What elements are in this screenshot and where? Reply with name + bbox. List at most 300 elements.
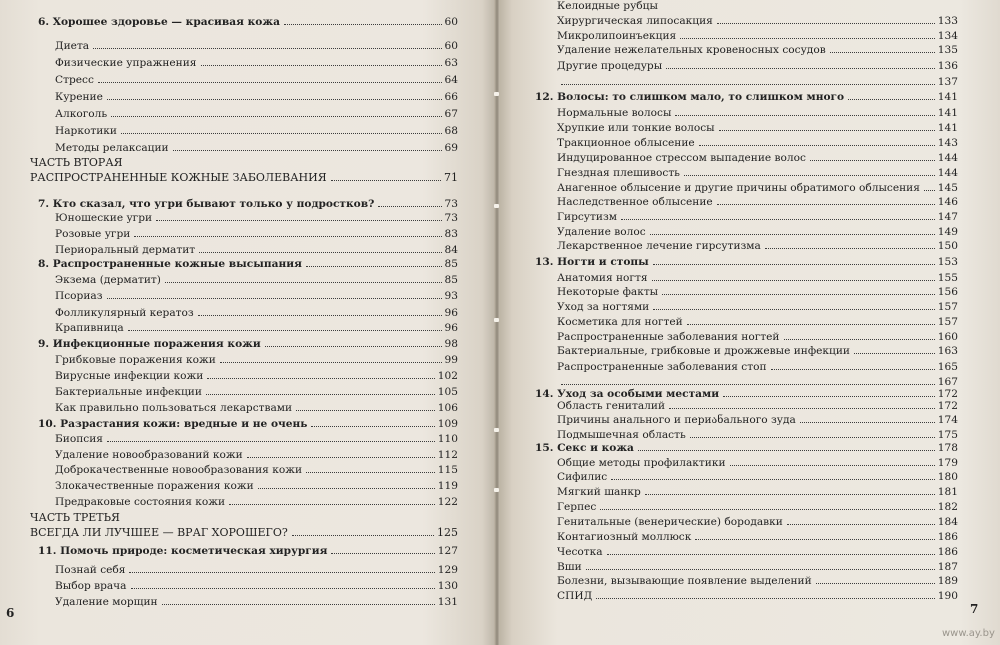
dot-leader: [611, 479, 935, 480]
toc-chapter-entry: [38, 198, 458, 210]
toc-entry-page: 110: [437, 433, 458, 445]
toc-chapter-entry: [535, 91, 958, 103]
dot-leader: [586, 569, 935, 570]
toc-entry-page: 64: [444, 74, 458, 86]
toc-entry-page: 60: [444, 40, 458, 52]
dot-leader: [848, 99, 935, 100]
toc-section-entry: [557, 501, 958, 513]
toc-entry-title: Методы релаксации: [55, 142, 169, 154]
toc-entry-title: Алкоголь: [55, 108, 108, 120]
dot-leader: [199, 252, 441, 253]
toc-section-entry: [55, 91, 458, 103]
toc-section-entry: [55, 449, 458, 461]
toc-entry-title: Удаление нежелательных кровеносных сосудов: [557, 44, 826, 56]
dot-leader: [690, 437, 935, 438]
dot-leader: [128, 330, 442, 331]
dot-leader: [111, 116, 441, 117]
toc-section-entry: [557, 429, 958, 441]
dot-leader: [107, 441, 435, 442]
toc-entry-page: 130: [437, 580, 458, 592]
toc-entry-page: 174: [937, 414, 958, 426]
dot-leader: [687, 324, 935, 325]
toc-section-entry: [55, 496, 458, 508]
toc-entry-title: Тракционное облысение: [557, 137, 695, 149]
toc-section-entry: [557, 316, 958, 328]
toc-section-entry: [55, 307, 458, 319]
toc-section-entry: [55, 57, 458, 69]
toc-entry-page: 125: [437, 526, 458, 539]
toc-entry-title: Гнездная плешивость: [557, 167, 680, 179]
toc-entry-title: Анагенное облысение и другие причины обратимого облысения: [557, 182, 920, 194]
toc-entry-page: 71: [444, 171, 458, 184]
dot-leader: [247, 457, 435, 458]
toc-entry-title: 7. Кто сказал, что угри бывают только у подростков?: [38, 198, 375, 210]
toc-section-entry: [557, 457, 958, 469]
dot-leader: [784, 339, 935, 340]
dot-leader: [107, 298, 442, 299]
toc-entry-page: 184: [937, 516, 958, 528]
toc-entry-page: 102: [437, 370, 458, 382]
toc-entry-title: ЧАСТЬ ТРЕТЬЯ: [30, 511, 120, 524]
toc-entry-page: 143: [937, 137, 958, 149]
dot-leader: [121, 133, 442, 134]
toc-entry-title: Распространенные заболевания ногтей: [557, 331, 780, 343]
toc-entry-title: Сифилис: [557, 471, 608, 483]
dot-leader: [669, 408, 935, 409]
dot-leader: [162, 604, 435, 605]
dot-leader: [653, 264, 935, 265]
toc-entry-page: 182: [937, 501, 958, 513]
toc-entry-page: 119: [437, 480, 458, 492]
dot-leader: [650, 234, 935, 235]
toc-entry-title: 14. Уход за особыми местами: [535, 388, 720, 400]
dot-leader: [258, 488, 435, 489]
toc-entry-title: Псориаз: [55, 290, 103, 302]
dot-leader: [93, 48, 441, 49]
toc-entry-title: 6. Хорошее здоровье — красивая кожа: [38, 16, 280, 28]
toc-entry-page: 115: [437, 464, 458, 476]
book-gutter: [494, 0, 500, 645]
toc-section-entry: [557, 76, 958, 88]
dot-leader: [311, 426, 434, 427]
page-number-left: 6: [6, 606, 15, 620]
dot-leader: [800, 422, 935, 423]
toc-entry-title: Наследственное облысение: [557, 196, 713, 208]
toc-entry-title: 13. Ногти и стопы: [535, 256, 649, 268]
toc-section-entry: [557, 0, 958, 12]
toc-entry-title: Хрупкие или тонкие волосы: [557, 122, 715, 134]
toc-chapter-entry: [535, 388, 958, 400]
dot-leader: [284, 24, 442, 25]
toc-part-entry: [30, 172, 458, 184]
toc-entry-page: 131: [437, 596, 458, 608]
toc-entry-title: ВСЕГДА ЛИ ЛУЧШЕЕ — ВРАГ ХОРОШЕГО?: [30, 526, 288, 539]
toc-entry-page: 187: [937, 561, 958, 573]
toc-entry-page: 167: [937, 376, 958, 388]
toc-entry-title: Вирусные инфекции кожи: [55, 370, 204, 382]
toc-section-entry: [55, 564, 458, 576]
toc-entry-page: 181: [937, 486, 958, 498]
toc-entry-title: Биопсия: [55, 433, 103, 445]
toc-section-entry: [557, 561, 958, 573]
toc-entry-page: 137: [937, 76, 958, 88]
dot-leader: [675, 115, 934, 116]
dot-leader: [638, 450, 935, 451]
binding-stitch: [494, 318, 499, 322]
toc-entry-page: 84: [444, 244, 458, 256]
toc-entry-page: 141: [937, 122, 958, 134]
toc-entry-title: РАСПРОСТРАНЕННЫЕ КОЖНЫЕ ЗАБОЛЕВАНИЯ: [30, 171, 327, 184]
toc-section-entry: [557, 272, 958, 284]
toc-section-entry: [557, 414, 958, 426]
toc-section-entry: [557, 575, 958, 587]
toc-section-entry: [557, 486, 958, 498]
toc-section-entry: [557, 226, 958, 238]
dot-leader: [378, 206, 441, 207]
toc-entry-page: 163: [937, 345, 958, 357]
toc-section-entry: [55, 596, 458, 608]
toc-entry-page: 178: [937, 442, 958, 454]
toc-chapter-entry: [535, 256, 958, 268]
toc-entry-title: Мягкий шанкр: [557, 486, 641, 498]
dot-leader: [296, 410, 435, 411]
toc-entry-title: Предраковые состояния кожи: [55, 496, 226, 508]
toc-entry-title: 12. Волосы: то слишком мало, то слишком много: [535, 91, 845, 103]
dot-leader: [653, 309, 935, 310]
toc-entry-title: 9. Инфекционные поражения кожи: [38, 338, 261, 350]
toc-section-entry: [557, 152, 958, 164]
toc-section-entry: [557, 182, 958, 194]
dot-leader: [206, 394, 435, 395]
page-number-right: 7: [970, 602, 979, 616]
binding-stitch: [494, 428, 499, 432]
binding-stitch: [494, 92, 499, 96]
toc-section-entry: [55, 74, 458, 86]
toc-entry-page: 73: [444, 198, 458, 210]
dot-leader: [717, 23, 935, 24]
toc-entry-page: 141: [937, 91, 958, 103]
toc-entry-page: 98: [444, 338, 458, 350]
toc-section-entry: [557, 471, 958, 483]
toc-entry-page: 122: [437, 496, 458, 508]
toc-chapter-entry: [38, 545, 458, 557]
dot-leader: [265, 346, 442, 347]
dot-leader: [165, 282, 442, 283]
toc-entry-title: Хирургическая липосакция: [557, 15, 713, 27]
toc-section-entry: [55, 580, 458, 592]
toc-entry-page: 133: [937, 15, 958, 27]
toc-entry-title: Экзема (дерматит): [55, 274, 161, 286]
toc-entry-page: 96: [444, 307, 458, 319]
toc-entry-page: 85: [444, 274, 458, 286]
dot-leader: [717, 204, 935, 205]
toc-entry-page: 96: [444, 322, 458, 334]
toc-entry-page: 109: [437, 418, 458, 430]
toc-entry-title: Физические упражнения: [55, 57, 197, 69]
toc-entry-title: Как правильно пользоваться лекарствами: [55, 402, 293, 414]
toc-entry-title: Косметика для ногтей: [557, 316, 683, 328]
toc-section-entry: [55, 386, 458, 398]
toc-entry-title: 10. Разрастания кожи: вредные и не очень: [38, 418, 308, 430]
dot-leader: [561, 384, 935, 385]
dot-leader: [652, 280, 935, 281]
toc-entry-page: 134: [937, 30, 958, 42]
toc-section-entry: [55, 244, 458, 256]
toc-entry-page: 99: [444, 354, 458, 366]
toc-section-entry: [557, 286, 958, 298]
dot-leader: [830, 52, 935, 53]
toc-section-entry: [55, 354, 458, 366]
toc-section-entry: [55, 40, 458, 52]
toc-entry-title: 8. Распространенные кожные высыпания: [38, 258, 302, 270]
toc-section-entry: [557, 376, 958, 388]
dot-leader: [695, 539, 934, 540]
toc-entry-page: 157: [937, 301, 958, 313]
toc-entry-page: 156: [937, 286, 958, 298]
toc-entry-page: 172: [937, 388, 958, 400]
dot-leader: [787, 524, 935, 525]
toc-entry-page: 85: [444, 258, 458, 270]
toc-entry-page: 69: [444, 142, 458, 154]
toc-entry-title: Диета: [55, 40, 90, 52]
dot-leader: [129, 572, 434, 573]
dot-leader: [854, 353, 935, 354]
toc-section-entry: [55, 125, 458, 137]
toc-section-entry: [557, 60, 958, 72]
toc-section-entry: [55, 402, 458, 414]
toc-section-entry: [55, 464, 458, 476]
toc-entry-page: 129: [437, 564, 458, 576]
toc-entry-title: Удаление морщин: [55, 596, 158, 608]
dot-leader: [306, 472, 435, 473]
toc-section-entry: [557, 240, 958, 252]
toc-entry-page: 179: [937, 457, 958, 469]
toc-entry-title: Некоторые факты: [557, 286, 659, 298]
toc-section-entry: [55, 370, 458, 382]
toc-entry-page: 172: [937, 400, 958, 412]
toc-entry-title: Бактериальные, грибковые и дрожжевые инфекции: [557, 345, 850, 357]
toc-entry-title: Познай себя: [55, 564, 126, 576]
toc-entry-page: 93: [444, 290, 458, 302]
toc-entry-title: Индуцированное стрессом выпадение волос: [557, 152, 806, 164]
toc-section-entry: [557, 15, 958, 27]
toc-entry-page: 68: [444, 125, 458, 137]
toc-section-entry: [55, 212, 458, 224]
toc-section-entry: [55, 433, 458, 445]
toc-entry-page: 180: [937, 471, 958, 483]
toc-chapter-entry: [38, 16, 458, 28]
toc-entry-title: Микролипоинъекция: [557, 30, 677, 42]
dot-leader: [730, 465, 935, 466]
dot-leader: [666, 68, 935, 69]
toc-entry-title: Нормальные волосы: [557, 107, 672, 119]
toc-entry-page: 66: [444, 91, 458, 103]
toc-section-entry: [557, 107, 958, 119]
toc-section-entry: [55, 274, 458, 286]
toc-entry-title: Доброкачественные новообразования кожи: [55, 464, 303, 476]
toc-entry-title: Гирсутизм: [557, 211, 617, 223]
dot-leader: [810, 160, 935, 161]
toc-entry-title: Удаление волос: [557, 226, 646, 238]
toc-entry-page: 149: [937, 226, 958, 238]
toc-entry-title: Юношеские угри: [55, 212, 153, 224]
toc-entry-title: 11. Помочь природе: косметическая хирургия: [38, 545, 328, 557]
toc-section-entry: [557, 590, 958, 602]
dot-leader: [596, 598, 935, 599]
toc-section-entry: [557, 301, 958, 313]
toc-entry-title: 15. Секс и кожа: [535, 442, 634, 454]
toc-entry-page: 155: [937, 272, 958, 284]
toc-entry-page: 135: [937, 44, 958, 56]
toc-entry-page: 150: [937, 240, 958, 252]
toc-entry-page: 153: [937, 256, 958, 268]
toc-entry-title: Распространенные заболевания стоп: [557, 361, 767, 373]
toc-section-entry: [557, 211, 958, 223]
toc-section-entry: [557, 167, 958, 179]
dot-leader: [98, 82, 442, 83]
toc-section-entry: [557, 331, 958, 343]
dot-leader: [924, 190, 935, 191]
dot-leader: [198, 315, 442, 316]
toc-section-entry: [55, 142, 458, 154]
toc-entry-title: Чесотка: [557, 546, 603, 558]
toc-entry-title: Лекарственное лечение гирсутизма: [557, 240, 761, 252]
toc-entry-title: Вши: [557, 561, 582, 573]
toc-section-entry: [557, 516, 958, 528]
toc-entry-page: 145: [937, 182, 958, 194]
toc-entry-page: 112: [437, 449, 458, 461]
dot-leader: [684, 175, 935, 176]
toc-entry-page: 147: [937, 211, 958, 223]
watermark-text: www.ay.by: [942, 628, 995, 639]
toc-entry-title: Анатомия ногтя: [557, 272, 648, 284]
right-page: [497, 0, 1000, 645]
toc-entry-title: СПИД: [557, 590, 593, 602]
dot-leader: [220, 362, 442, 363]
dot-leader: [331, 180, 441, 181]
toc-entry-title: Грибковые поражения кожи: [55, 354, 216, 366]
toc-entry-title: Болезни, вызывающие появление выделений: [557, 575, 812, 587]
dot-leader: [607, 554, 935, 555]
dot-leader: [699, 145, 935, 146]
dot-leader: [680, 38, 935, 39]
dot-leader: [207, 378, 434, 379]
toc-section-entry: [557, 546, 958, 558]
left-page: [0, 0, 497, 645]
toc-entry-page: 127: [437, 545, 458, 557]
toc-chapter-entry: [38, 258, 458, 270]
dot-leader: [156, 220, 441, 221]
toc-entry-page: 73: [444, 212, 458, 224]
binding-stitch: [494, 488, 499, 492]
toc-section-entry: [557, 361, 958, 373]
toc-entry-page: 175: [937, 429, 958, 441]
toc-part-entry: [30, 527, 458, 539]
toc-entry-title: Периоральный дерматит: [55, 244, 196, 256]
toc-entry-page: 67: [444, 108, 458, 120]
dot-leader: [134, 236, 441, 237]
toc-entry-title: Выбор врача: [55, 580, 127, 592]
toc-section-entry: [557, 400, 958, 412]
toc-section-entry: [55, 228, 458, 240]
dot-leader: [723, 396, 935, 397]
toc-entry-title: Курение: [55, 91, 103, 103]
toc-section-entry: [557, 196, 958, 208]
dot-leader: [331, 553, 434, 554]
toc-entry-title: Бактериальные инфекции: [55, 386, 202, 398]
toc-entry-page: 146: [937, 196, 958, 208]
toc-entry-title: Область гениталий: [557, 400, 666, 412]
toc-entry-title: Келоидные рубцы: [557, 0, 658, 12]
toc-entry-title: Стресс: [55, 74, 94, 86]
dot-leader: [621, 219, 935, 220]
toc-entry-title: Удаление новообразований кожи: [55, 449, 243, 461]
toc-entry-title: Злокачественные поражения кожи: [55, 480, 254, 492]
toc-entry-page: 189: [937, 575, 958, 587]
toc-entry-title: Фолликулярный кератоз: [55, 307, 194, 319]
toc-section-entry: [557, 30, 958, 42]
toc-entry-title: Уход за ногтями: [557, 301, 650, 313]
dot-leader: [645, 494, 935, 495]
toc-section-entry: [557, 44, 958, 56]
toc-chapter-entry: [535, 442, 958, 454]
toc-entry-title: Герпес: [557, 501, 597, 513]
toc-entry-page: 136: [937, 60, 958, 72]
binding-stitch: [494, 204, 499, 208]
dot-leader: [292, 535, 434, 536]
dot-leader: [107, 99, 442, 100]
toc-entry-title: Генитальные (венерические) бородавки: [557, 516, 783, 528]
dot-leader: [201, 65, 442, 66]
dot-leader: [229, 504, 435, 505]
toc-section-entry: [55, 290, 458, 302]
toc-entry-page: 63: [444, 57, 458, 69]
toc-section-entry: [55, 322, 458, 334]
dot-leader: [771, 369, 935, 370]
toc-entry-page: 144: [937, 167, 958, 179]
toc-entry-title: Подмышечная область: [557, 429, 686, 441]
toc-part-entry: [30, 512, 458, 524]
toc-entry-title: Крапивница: [55, 322, 124, 334]
toc-section-entry: [55, 108, 458, 120]
toc-chapter-entry: [38, 418, 458, 430]
toc-entry-page: 141: [937, 107, 958, 119]
toc-section-entry: [557, 122, 958, 134]
dot-leader: [816, 583, 935, 584]
toc-entry-page: 105: [437, 386, 458, 398]
dot-leader: [600, 509, 934, 510]
toc-entry-page: 83: [444, 228, 458, 240]
toc-entry-title: ЧАСТЬ ВТОРАЯ: [30, 156, 123, 169]
toc-section-entry: [557, 531, 958, 543]
toc-entry-title: Наркотики: [55, 125, 117, 137]
toc-entry-page: 190: [937, 590, 958, 602]
toc-entry-page: 157: [937, 316, 958, 328]
toc-entry-title: Общие методы профилактики: [557, 457, 726, 469]
toc-entry-title: Причины анального и периანального зуда: [557, 414, 796, 426]
dot-leader: [719, 130, 935, 131]
toc-entry-page: 106: [437, 402, 458, 414]
dot-leader: [561, 84, 935, 85]
toc-entry-title: Розовые угри: [55, 228, 131, 240]
toc-section-entry: [557, 137, 958, 149]
toc-chapter-entry: [38, 338, 458, 350]
toc-entry-page: 60: [444, 16, 458, 28]
dot-leader: [131, 588, 435, 589]
toc-entry-page: 186: [937, 531, 958, 543]
toc-entry-page: 165: [937, 361, 958, 373]
toc-entry-title: Другие процедуры: [557, 60, 663, 72]
